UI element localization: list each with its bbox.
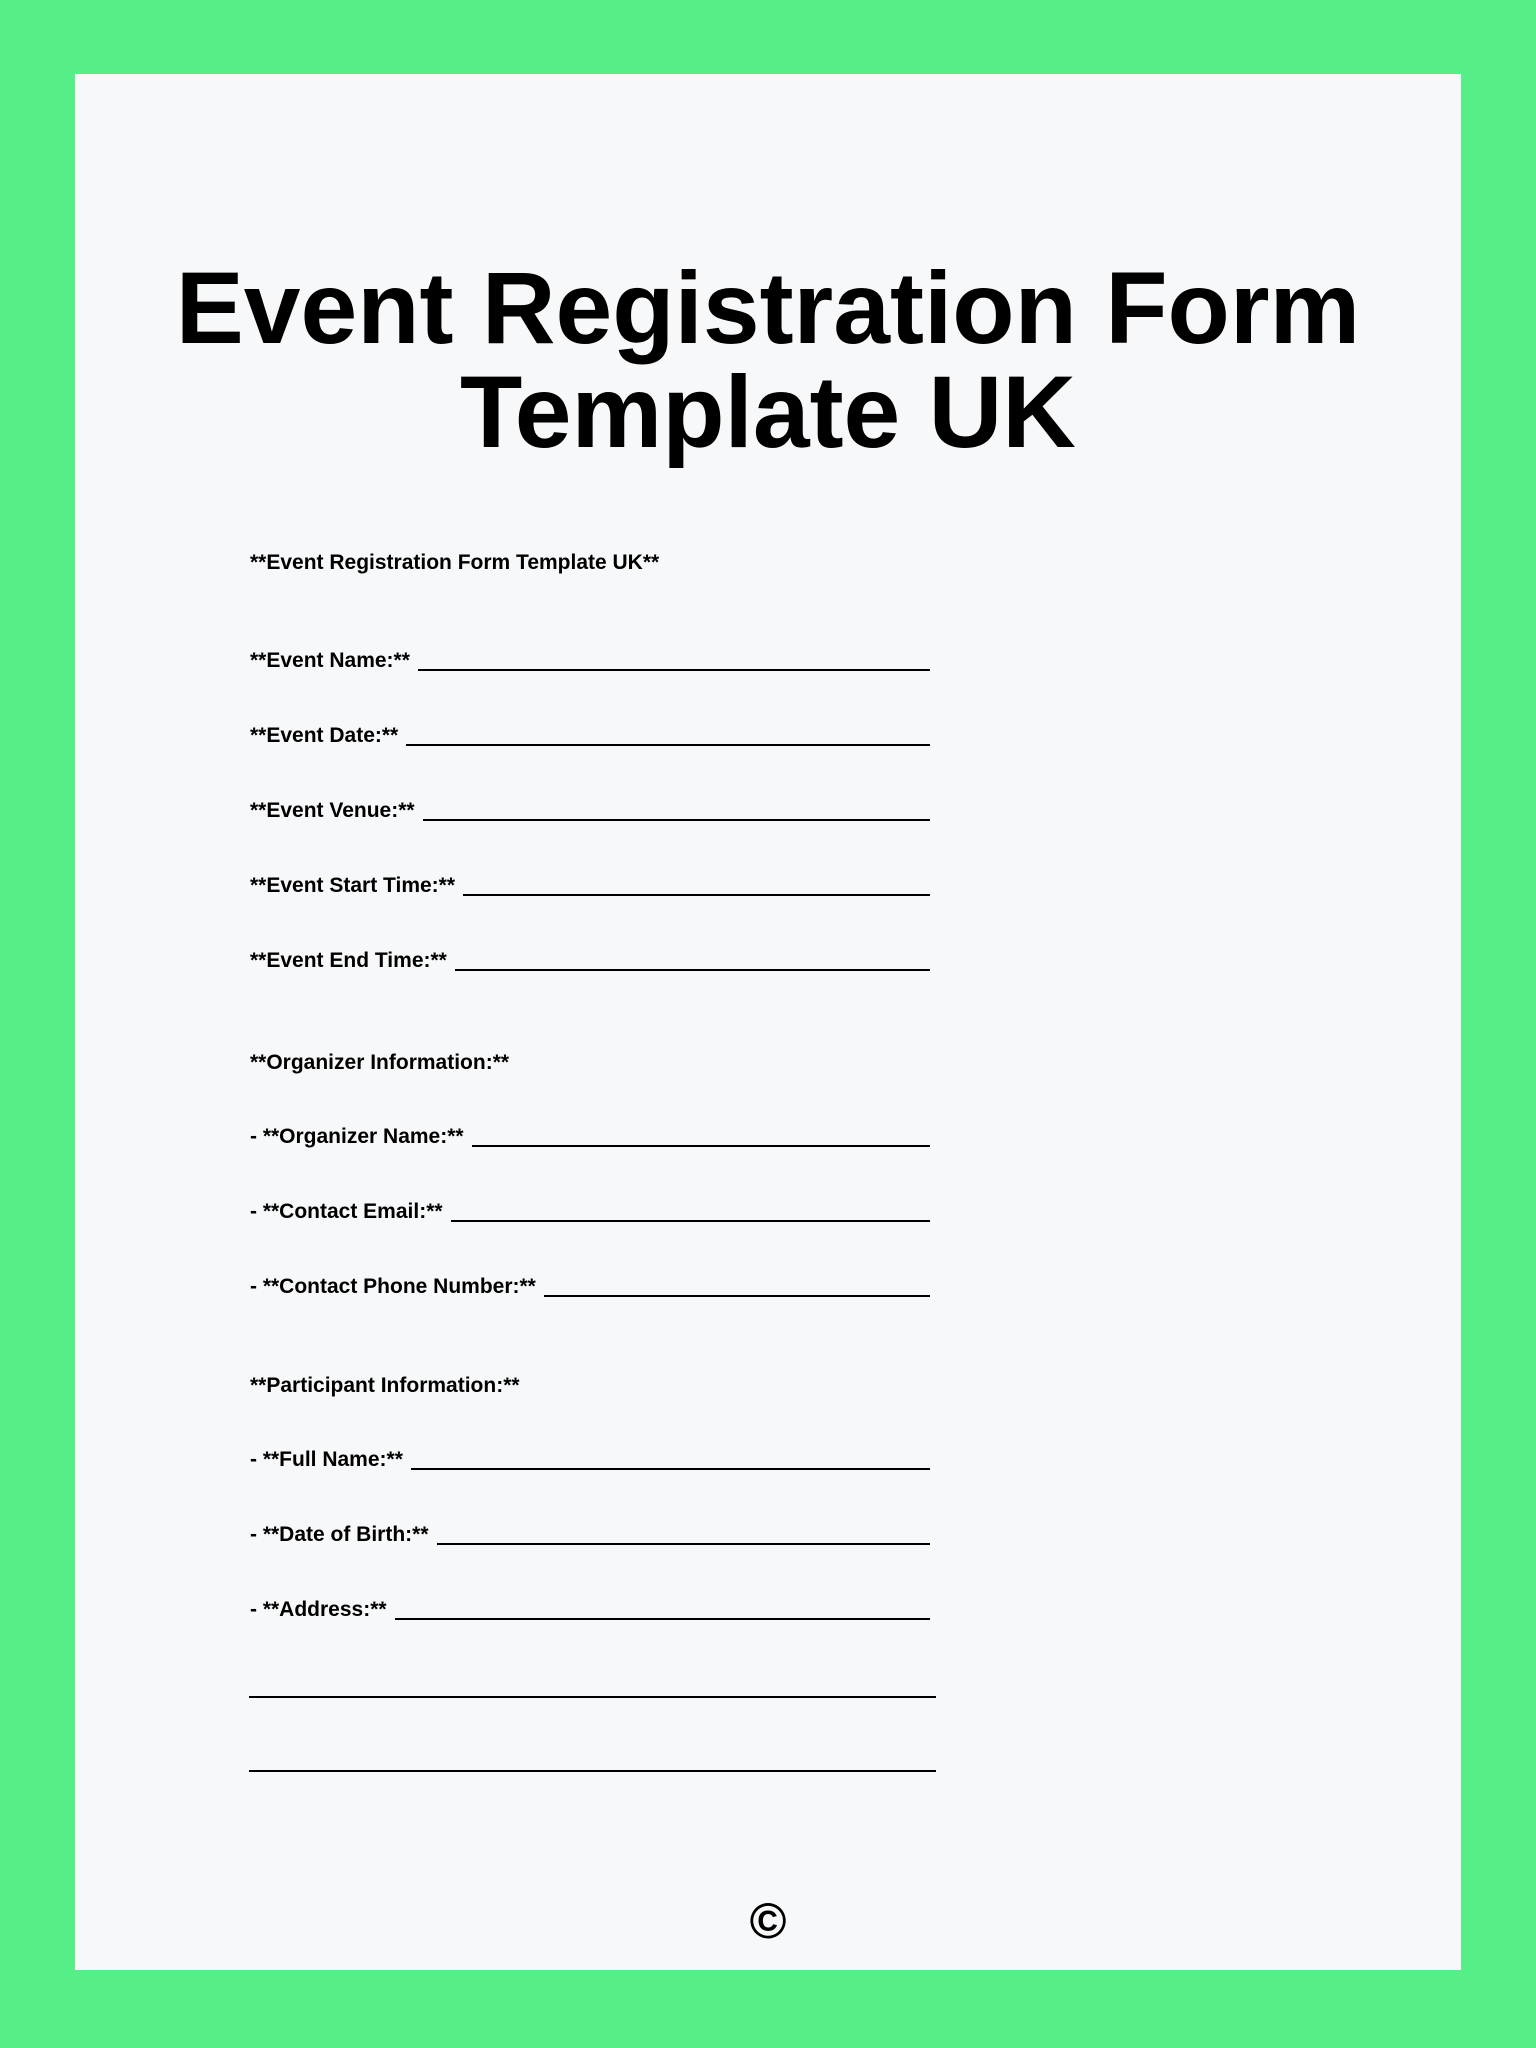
- field-event-date: [250, 724, 930, 748]
- document-title-line2: Template UK: [460, 355, 1076, 470]
- field-address: [250, 1598, 930, 1622]
- copyright-symbol: ©: [749, 1893, 787, 1949]
- heading-organizer-information-label: **Organizer Information:**: [250, 1051, 510, 1074]
- field-organizer-name: [250, 1125, 930, 1149]
- field-date-of-birth-label: - **Date of Birth:**: [250, 1523, 429, 1546]
- field-organizer-name-label: - **Organizer Name:**: [250, 1125, 464, 1148]
- heading-participant-information: [250, 1374, 930, 1398]
- event-name-blank-line: [418, 669, 930, 671]
- document-page: [75, 74, 1461, 1970]
- field-full-name: [250, 1448, 930, 1472]
- event-start-time-blank-line: [463, 894, 930, 896]
- field-event-start-time-label: **Event Start Time:**: [250, 874, 456, 897]
- field-event-end-time: [250, 949, 930, 973]
- field-event-name-label: **Event Name:**: [250, 649, 410, 672]
- field-event-date-label: **Event Date:**: [250, 724, 399, 747]
- event-end-time-blank-line: [455, 969, 930, 971]
- field-event-name: [250, 649, 930, 673]
- contact-phone-number-blank-line: [544, 1295, 930, 1297]
- field-contact-email: [250, 1200, 930, 1224]
- form-title-heading-label: **Event Registration Form Template UK**: [250, 551, 660, 574]
- full-name-blank-line: [411, 1468, 930, 1470]
- organizer-name-blank-line: [472, 1145, 930, 1147]
- form-title-heading: [250, 551, 930, 575]
- field-event-venue: [250, 799, 930, 823]
- blank-rule-line: [249, 1696, 936, 1698]
- field-date-of-birth: [250, 1523, 930, 1547]
- event-venue-blank-line: [423, 819, 930, 821]
- contact-email-blank-line: [451, 1220, 930, 1222]
- field-event-end-time-label: **Event End Time:**: [250, 949, 447, 972]
- field-event-venue-label: **Event Venue:**: [250, 799, 415, 822]
- document-title: [75, 251, 1461, 470]
- field-contact-phone-number: [250, 1275, 930, 1299]
- field-full-name-label: - **Full Name:**: [250, 1448, 403, 1471]
- field-contact-email-label: - **Contact Email:**: [250, 1200, 443, 1223]
- address-blank-line: [395, 1618, 930, 1620]
- field-address-label: - **Address:**: [250, 1598, 387, 1621]
- document-title-line1: Event Registration Form: [175, 251, 1361, 365]
- field-contact-phone-number-label: - **Contact Phone Number:**: [250, 1275, 536, 1298]
- blank-rule-line: [249, 1770, 936, 1772]
- heading-participant-information-label: **Participant Information:**: [250, 1374, 520, 1397]
- date-of-birth-blank-line: [437, 1543, 930, 1545]
- event-date-blank-line: [406, 744, 930, 746]
- heading-organizer-information: [250, 1051, 930, 1075]
- field-event-start-time: [250, 874, 930, 898]
